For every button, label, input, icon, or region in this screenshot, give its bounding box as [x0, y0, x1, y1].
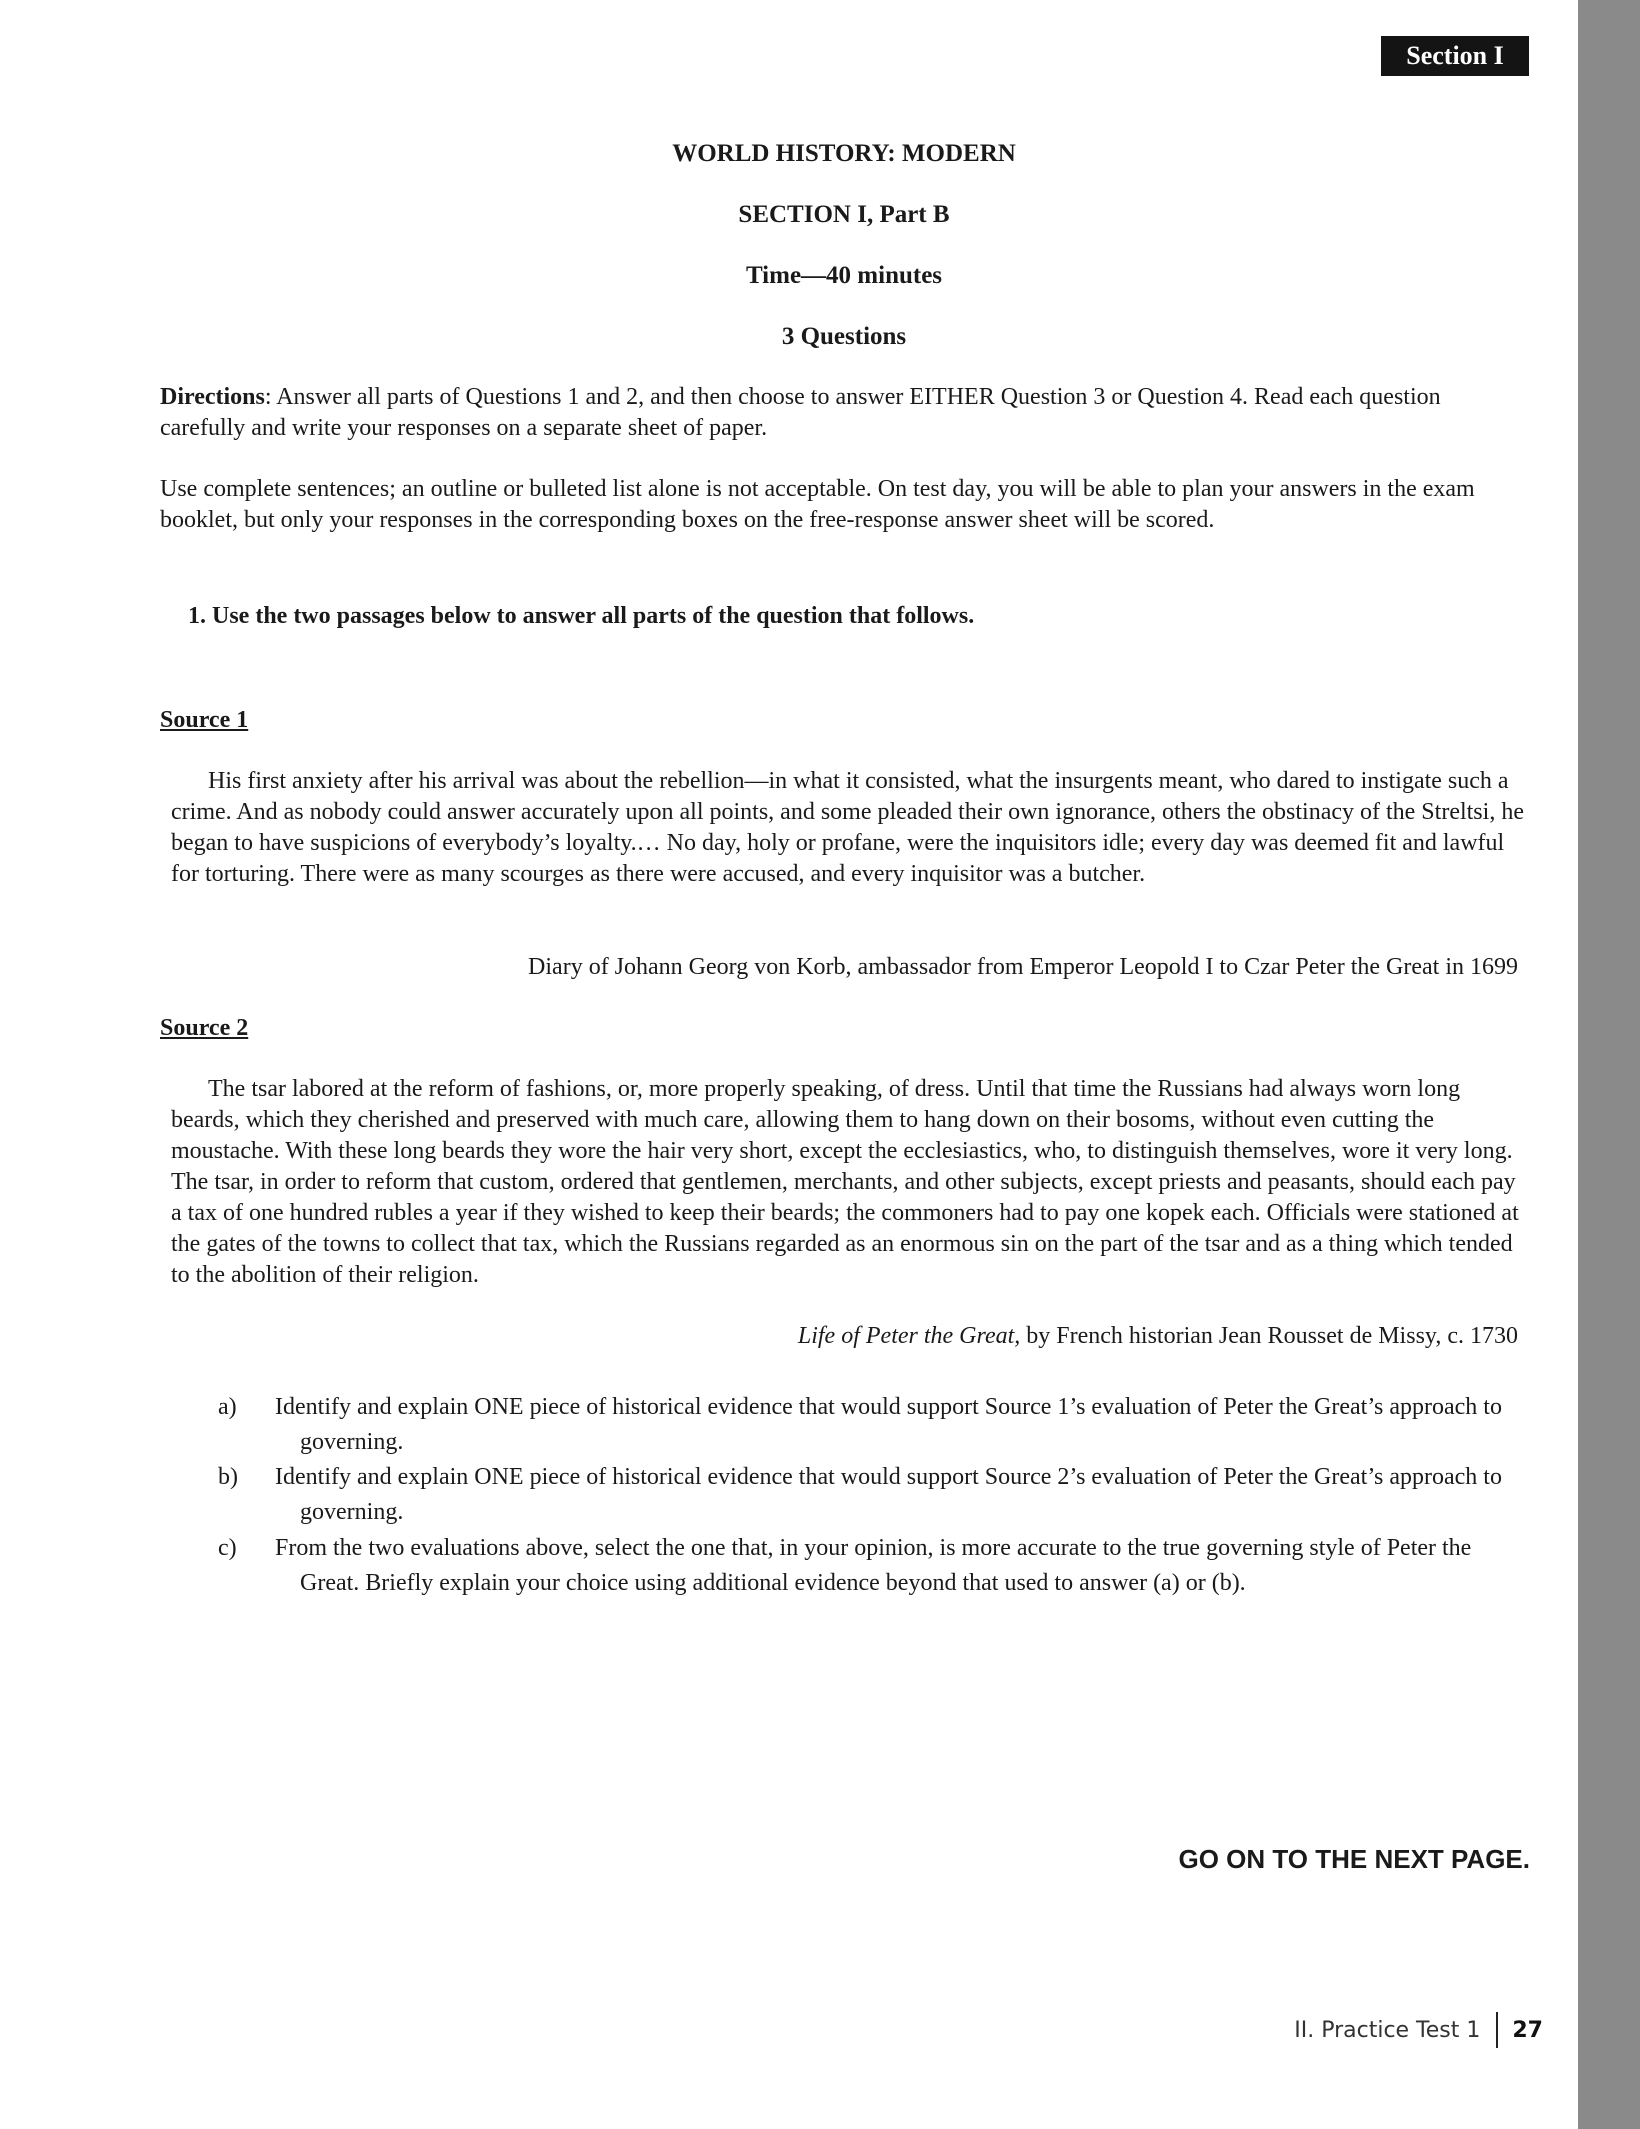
question-part-a: [218, 1390, 1530, 1460]
directions-paragraph: [160, 382, 1528, 444]
question-part-c: [218, 1531, 1530, 1601]
footer-divider: [1496, 2012, 1498, 2048]
directions-note: Use complete sentences; an outline or bulleted list alone is not acceptable. On test day, you will be able to plan your answers in the exam booklet, but only your responses in the corresponding boxes on the free-response answer sheet will be scored.: [160, 476, 1475, 533]
source-2-citation-title: Life of Peter the Great,: [797, 1323, 1021, 1349]
source-2-passage: The tsar labored at the reform of fashions, or, more properly speaking, of dress. Until that time the Russians had always worn long beards, which they cherished and preserved with much care, allowing them to hang down on their bosoms, without even cutting the moustache. With these long beards they wore the hair very short, except the ecclesiastics, who, to distinguish themselves, wore it very long. The tsar, in order to reform that custom, ordered that gentlemen, merchants, and other subjects, except priests and peasants, should each pay a tax of one hundred rubles a year if they wished to keep their beards; the commoners had to pay one kopek each. Officials were stationed at the gates of the towns to collect that tax, which the Russians regarded as an enormous sin on the part of the tsar and as a thing which tended to the abolition of their religion.: [171, 1076, 1519, 1288]
source-2-label: Source 2: [160, 1015, 249, 1041]
page-title: WORLD HISTORY: MODERN: [672, 140, 1016, 167]
source-1-citation: Diary of Johann Georg von Korb, ambassador from Emperor Leopold I to Czar Peter the Great in 1699: [528, 954, 1518, 980]
part-letter: a): [218, 1394, 237, 1420]
part-text: From the two evaluations above, select the one that, in your opinion, is more accurate to the true governing style of Peter the Great. Briefly explain your choice using additional evidence beyond that used to answer (a) or (b).: [275, 1535, 1472, 1596]
page-footer: [1294, 2010, 1543, 2050]
source-1-passage: His first anxiety after his arrival was about the rebellion—in what it consisted, what the insurgents meant, who dared to instigate such a crime. And as nobody could answer accurately upon all points, and some pleaded their own ignorance, others the obstinacy of the Streltsi, he began to have suspicions of everybody’s loyalty.… No day, holy or profane, were the inquisitors idle; every day was deemed fit and lawful for torturing. There were as many scourges as there were accused, and every inquisitor was a butcher.: [171, 768, 1524, 887]
directions-text: : Answer all parts of Questions 1 and 2, and then choose to answer EITHER Question 3 or Question 4. Read each question carefully and write your responses on a separate sheet of paper.: [160, 384, 1441, 441]
source-1-label: Source 1: [160, 707, 249, 733]
directions-label: Directions: [160, 384, 265, 410]
part-text: Identify and explain ONE piece of historical evidence that would support Source 1’s evaluation of Peter the Great’s approach to governing.: [275, 1394, 1502, 1455]
footer-chapter: II. Practice Test 1: [1294, 2017, 1481, 2043]
section-heading: SECTION I, Part B: [738, 201, 950, 228]
part-letter: c): [218, 1535, 237, 1561]
part-text: Identify and explain ONE piece of historical evidence that would support Source 2’s evaluation of Peter the Great’s approach to governing.: [275, 1464, 1502, 1525]
part-letter: b): [218, 1464, 238, 1490]
go-on-notice: GO ON TO THE NEXT PAGE.: [1178, 1844, 1530, 1874]
side-margin-bar: [1578, 0, 1640, 2129]
section-tab: Section I: [1381, 36, 1529, 76]
question-part-b: [218, 1460, 1530, 1530]
page-number: 27: [1512, 2017, 1543, 2043]
question-1-prompt: 1. Use the two passages below to answer all parts of the question that follows.: [188, 603, 975, 629]
source-2-citation-author: by French historian Jean Rousset de Missy, c. 1730: [1020, 1323, 1518, 1349]
time-heading: Time—40 minutes: [745, 262, 943, 289]
source-2-citation: [160, 1321, 1518, 1352]
questions-heading: 3 Questions: [781, 323, 907, 350]
